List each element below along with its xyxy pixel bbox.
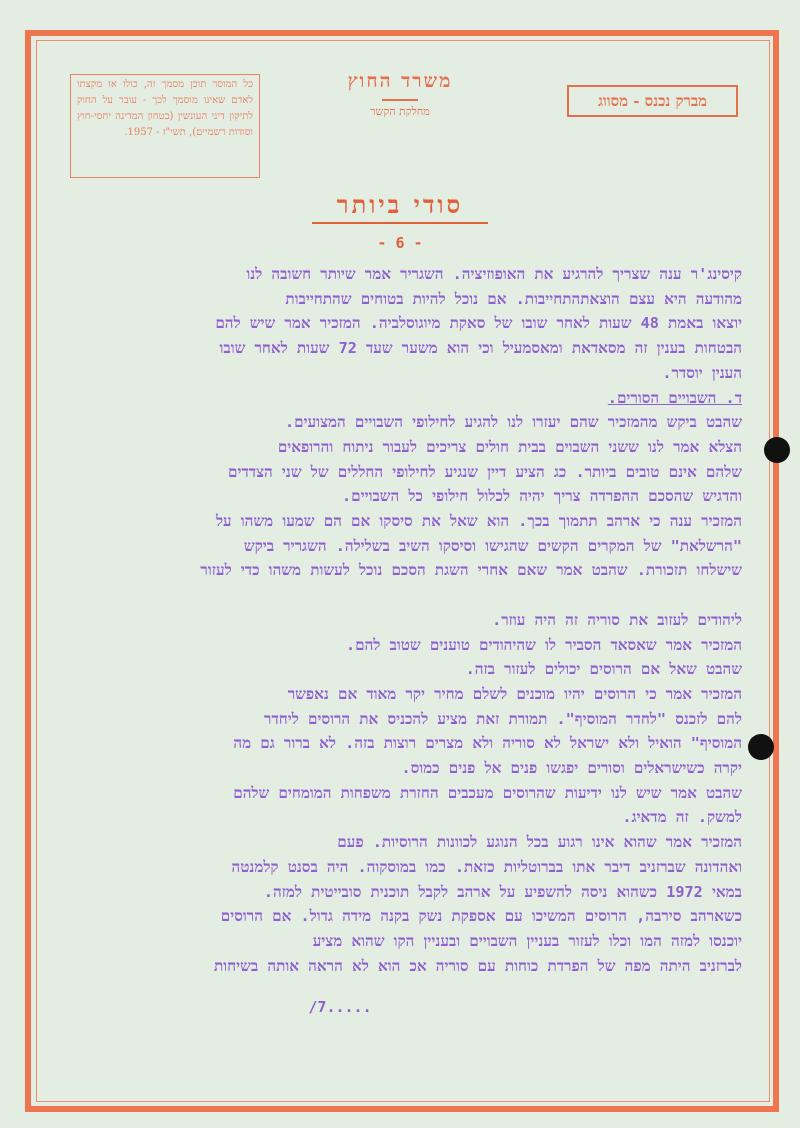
faded-line (90, 583, 742, 608)
body-line: להם לזכנס "לחדר המוסיף". תמורת זאת מציע להכניס את הרוסים ליחדר (263, 709, 742, 728)
section-heading: ד. השבויים הסורים. (607, 388, 742, 407)
body-line: והדגיש שהסכם ההפרדה צריך יהיה לכלול חילופי כל השבויים. (341, 487, 742, 506)
body-line: שישלחו תזכורת. שהבט אמר שאם אחרי השגת הסכם נוכל לעשות משהו כדי לעזור (200, 561, 742, 580)
body-line: המזכיר ענה כי ארהב תתמוך בכך. הוא שאל את סיסקו אם הם שמעו משהו על (215, 512, 742, 531)
continued-marker: /7..... (308, 998, 372, 1016)
body-line: המזכיר אמר שהוא אינו רגוע בכל הנוגע לכוונות הרוסיות. פעם (337, 833, 742, 852)
body-line: "הרשלאת" של המקרים הקשים שהגישו וסיסקו השיב בשלילה. השגריר ביקש (243, 536, 742, 555)
telegram-body (90, 262, 742, 978)
body-line: למשק. זה מדאיג. (622, 808, 742, 827)
body-line: יוצאו באמת 48 שעות לאחר שובו של סאקת מיוגוסלביה. המזכיר אמר שיש להם (215, 314, 742, 333)
punch-hole (748, 734, 774, 760)
legal-warning-stamp (70, 74, 260, 178)
body-line: הבטחות בענין זה מסאדאת ומאסמעיל וכי הוא משער שעד 72 שעות לאחר שובו (219, 339, 742, 358)
body-line: שלהם אינם טובים ביותר. כג הציע דיין שנגיע לחילופי החללים של שני הצדדים (228, 462, 742, 481)
body-line: הענין יוסדר. (662, 363, 742, 382)
body-line: יוכנסו למזה המו וכלו לעזור בעניין השבויים ובעניין הקו שהוא מציע (312, 931, 742, 950)
page-number: - 6 - (377, 234, 423, 252)
body-line: המזכיר אמר כי הרוסים יהיו מוכנים לשלם מחיר יקר מאוד אם נאפשר (287, 684, 742, 703)
body-line: שהבט ביקש מהמזכיר שהם יעזרו לנו להגיע לחילופי השבויים המצועים. (284, 413, 742, 432)
body-line: כשארהב סירבה, הרוסים המשיכו עם אספקת נשק בקנה מידה גדול. אם הרוסים (220, 907, 742, 926)
body-line: הצלא אמר לנו ששני השבוים בבית חולים צריכים לעבור ניתוח והרופאים (277, 437, 742, 456)
legal-warning-text: כל המוסר תוכן מסמך זה, כולו או מקצתו לאדם שאינו מוסמך לכך - עובר על החוק לתיקון דיני העונשין (בטחון המדינה יחסי-חוץ וסודות רשמיים), תשי"ז - 1957. (77, 79, 253, 138)
body-line: ואהדונה שברזניב דיבר אתו בברוטליות כזאת. כמו במוסקוה. היה בסנט קלמנטה (231, 857, 742, 876)
body-line: במאי 1972 כשהוא ניסה להשפיע על ארהב לקבל תוכנית סובייטית למזה. (263, 882, 742, 901)
body-line: המוסיף" הואיל ולא ישראל לא סוריה ולא מצרים רוצות בזה. לא ברור גם מה (233, 734, 742, 753)
body-line: שהבט אמר שיש לנו ידיעות שהרוסים מעכבים החזרת משפחות המומחים שלהם (233, 783, 742, 802)
department-name: מחלקת הקשר (370, 105, 430, 118)
classification-box (567, 85, 738, 117)
body-line: המזכיר אמר שאסאד הסביר לו שהיהודים טוענים שטוב להם. (345, 635, 742, 654)
classification-label: מברק נכנס - מסווג (597, 92, 708, 110)
body-line: שהבט שאל אם הרוסים יכולים לעזור בזה. (465, 660, 742, 679)
ministry-divider (382, 99, 418, 101)
ministry-name: משרד החוץ (347, 70, 453, 92)
title-underline (312, 222, 488, 224)
ministry-header (300, 70, 500, 118)
punch-hole (764, 437, 790, 463)
secrecy-title: סודי ביותר (336, 190, 464, 219)
body-line: קיסינג'ר ענה שצריך להרגיע את האופוזיציה. השגריר אמר שיותר חשובה לנו (246, 265, 742, 283)
body-line: לברזניב היתה מפה של הפרדת כוחות עם סוריה אכ הוא לא הראה אותה בשיחות (214, 956, 742, 975)
body-line: מהודעה היא עצם הוצאתהתחייבות. אם נוכל להיות בטוחים שהתחייבות (285, 289, 742, 308)
body-line: ליהודים לעזוב את סוריה זה היה עוזר. (492, 610, 742, 629)
body-line: יקרה כשישראלים וסורים יפגשו פנים אל פנים כמוס. (401, 759, 742, 778)
